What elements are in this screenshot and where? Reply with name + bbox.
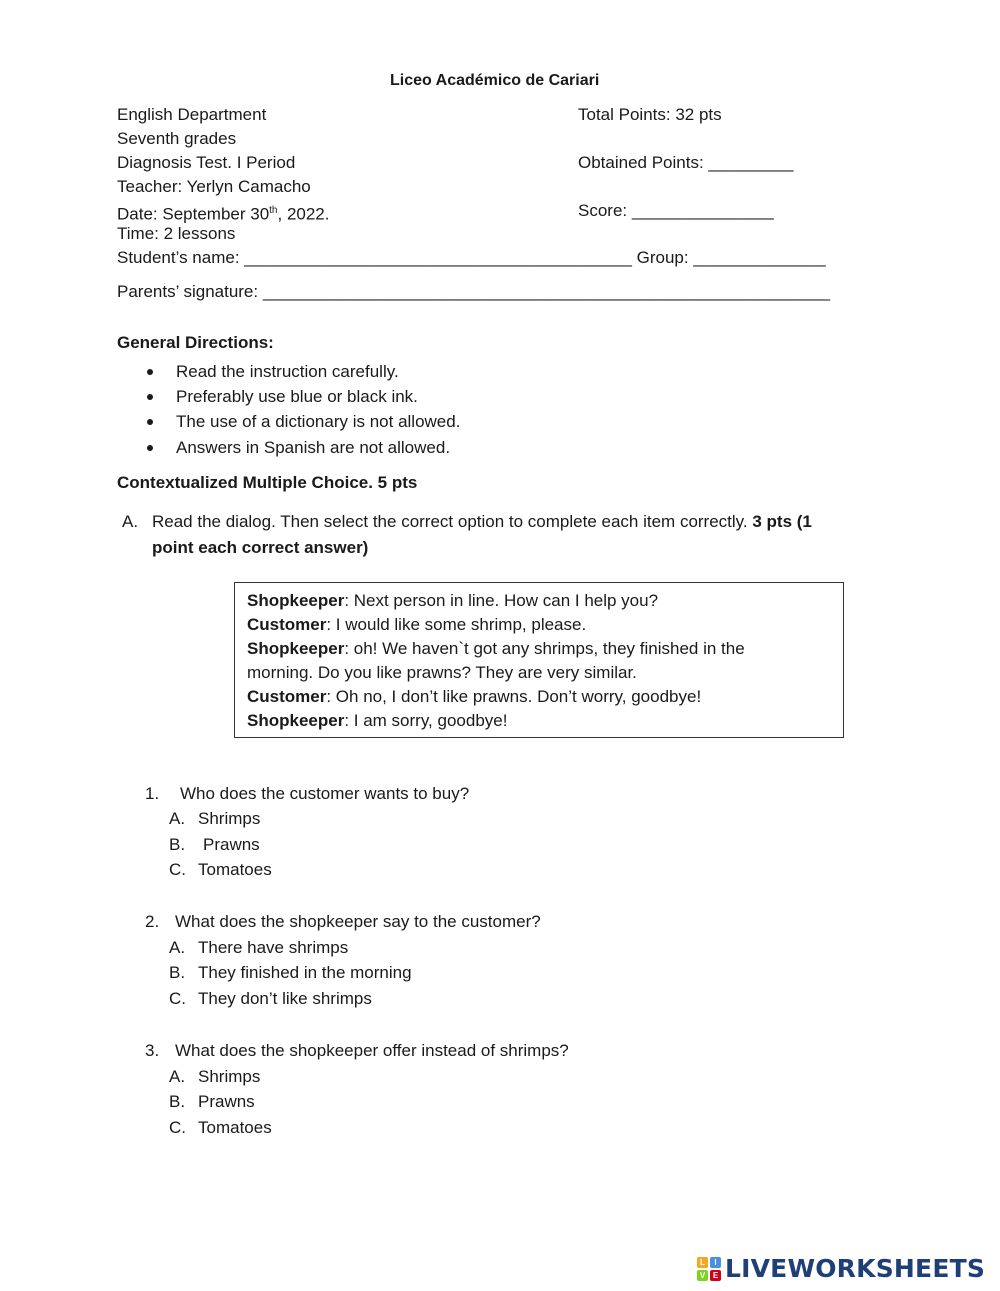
answer-option[interactable]: There have shrimps — [198, 938, 349, 957]
bullet-icon — [147, 369, 153, 375]
bullet-icon — [147, 445, 153, 451]
time: Time: 2 lessons — [117, 224, 236, 243]
option-letter: C. — [169, 1118, 186, 1137]
answer-option[interactable]: They finished in the morning — [198, 963, 412, 982]
grade: Seventh grades — [117, 129, 237, 148]
part-instruction: Read the dialog. Then select the correct option to complete each item correctly. 3 pts (1 — [152, 512, 812, 531]
option-letter: A. — [169, 938, 186, 957]
section-title: Contextualized Multiple Choice. 5 pts — [117, 473, 418, 492]
parents-signature-line[interactable]: Parents’ signature: ____________________________________________________________ — [117, 282, 831, 301]
answer-option[interactable]: Shrimps — [198, 1067, 261, 1086]
option-letter: C. — [169, 989, 186, 1008]
score[interactable]: Score: _______________ — [578, 201, 774, 220]
liveworksheets-logo — [697, 1254, 985, 1283]
directions-title: General Directions: — [117, 333, 274, 352]
logo-blocks-icon — [697, 1257, 721, 1281]
answer-option[interactable]: Prawns — [203, 835, 260, 854]
department: English Department — [117, 105, 267, 124]
answer-option[interactable]: Shrimps — [198, 809, 261, 828]
dialog-line: Customer: Oh no, I don’t like prawns. Don’t worry, goodbye! — [247, 687, 702, 706]
question-text: What does the shopkeeper say to the customer? — [175, 912, 541, 931]
option-letter: B. — [169, 963, 186, 982]
bullet-icon — [147, 394, 153, 400]
obtained-points[interactable]: Obtained Points: _________ — [578, 153, 794, 172]
logo-text: LIVEWORKSHEETS — [725, 1254, 986, 1283]
option-letter: C. — [169, 860, 186, 879]
logo-block: L — [697, 1257, 708, 1268]
school-title: Liceo Académico de Cariari — [390, 72, 600, 89]
teacher: Teacher: Yerlyn Camacho — [117, 177, 311, 196]
bullet-icon — [147, 419, 153, 425]
question-number: 3. — [145, 1041, 160, 1060]
question-number: 2. — [145, 912, 160, 931]
question-text: Who does the customer wants to buy? — [180, 784, 470, 803]
student-name-line[interactable]: Student’s name: _________________________________________ Group: ______________ — [117, 248, 826, 267]
option-letter: B. — [169, 835, 186, 854]
logo-block: E — [710, 1270, 721, 1281]
answer-option[interactable]: Prawns — [198, 1092, 255, 1111]
option-letter: A. — [169, 809, 186, 828]
part-letter: A. — [122, 512, 139, 531]
date: Date: September 30th, 2022. — [117, 204, 330, 224]
answer-option[interactable]: Tomatoes — [198, 1118, 272, 1137]
direction-item: Answers in Spanish are not allowed. — [176, 438, 451, 457]
dialog-line: Shopkeeper: oh! We haven`t got any shrimps, they finished in the — [247, 639, 745, 658]
question-number: 1. — [145, 784, 160, 803]
option-letter: B. — [169, 1092, 186, 1111]
direction-item: Preferably use blue or black ink. — [176, 387, 418, 406]
logo-block: V — [697, 1270, 708, 1281]
dialog-line: Shopkeeper: I am sorry, goodbye! — [247, 711, 508, 730]
test-name: Diagnosis Test. I Period — [117, 153, 296, 172]
part-instruction-points: point each correct answer) — [152, 538, 369, 557]
question-text: What does the shopkeeper offer instead of shrimps? — [175, 1041, 569, 1060]
direction-item: The use of a dictionary is not allowed. — [176, 412, 461, 431]
dialog-line: morning. Do you like prawns? They are very similar. — [247, 663, 637, 682]
dialog-line: Shopkeeper: Next person in line. How can I help you? — [247, 591, 659, 610]
dialog-line: Customer: I would like some shrimp, please. — [247, 615, 587, 634]
total-points: Total Points: 32 pts — [578, 105, 722, 124]
answer-option[interactable]: Tomatoes — [198, 860, 272, 879]
answer-option[interactable]: They don’t like shrimps — [198, 989, 372, 1008]
option-letter: A. — [169, 1067, 186, 1086]
logo-block: I — [710, 1257, 721, 1268]
direction-item: Read the instruction carefully. — [176, 362, 399, 381]
